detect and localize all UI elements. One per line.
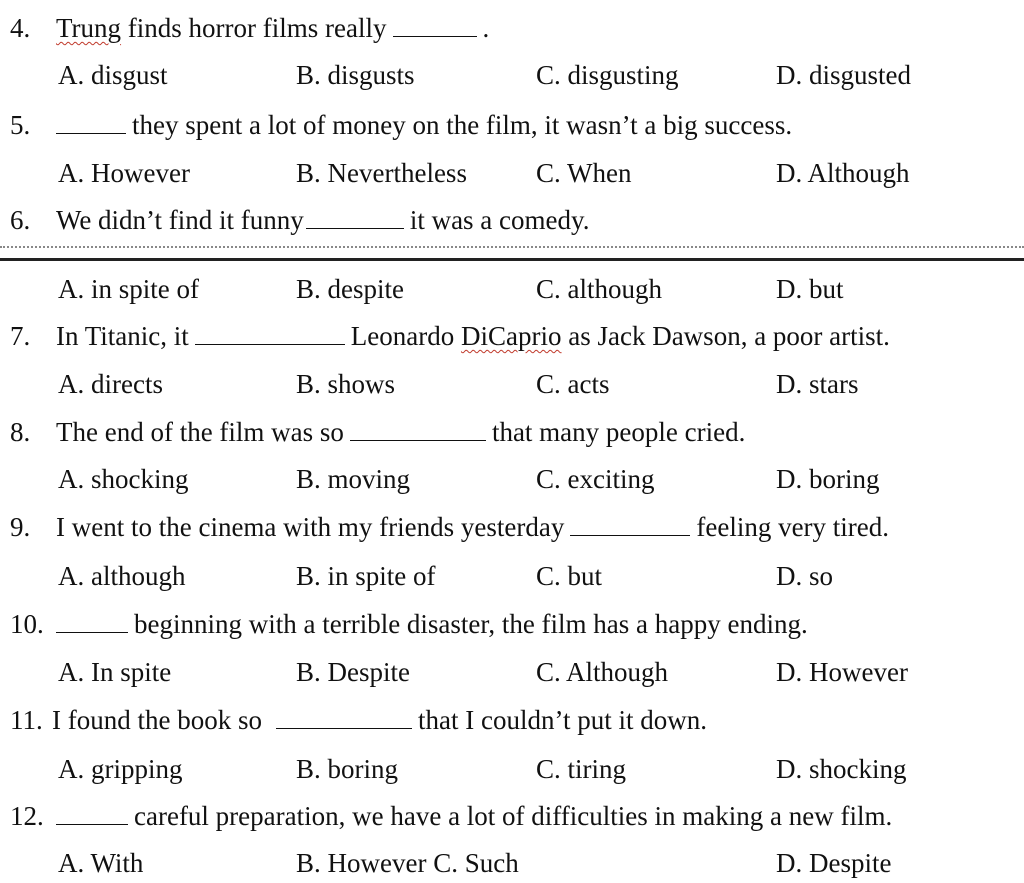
question-text-part: beginning with a terrible disaster, the film has a happy ending. [134, 609, 808, 639]
question-10 [0, 604, 1024, 644]
page-divider-dotted [0, 246, 1024, 248]
options-11 [0, 749, 1024, 789]
option-b: B. despite [296, 274, 404, 304]
option-a: A. In spite [58, 657, 172, 687]
question-text-part: it was a comedy. [409, 205, 590, 235]
spellcheck-word: Trung [56, 13, 122, 43]
page-divider [0, 258, 1024, 261]
question-text [56, 604, 808, 644]
options-8 [0, 459, 1024, 499]
question-12 [0, 796, 1024, 836]
option-b: B. in spite of [296, 561, 436, 591]
options-12 [0, 843, 1024, 883]
option-b: B. Despite [296, 657, 410, 687]
question-9 [0, 507, 1024, 547]
answer-blank [306, 204, 404, 229]
question-text-part: that I couldn’t put it down. [417, 705, 707, 735]
option-d: D. so [776, 561, 834, 591]
answer-blank [276, 704, 412, 729]
option-b: B. shows [296, 369, 396, 399]
option-d: D. However [776, 657, 908, 687]
question-text-part: they spent a lot of money on the film, it wasn’t a big success. [132, 110, 793, 140]
option-d: D. Although [776, 158, 910, 188]
option-a: A. shocking [58, 464, 189, 494]
question-text [56, 105, 792, 145]
question-number: 5. [10, 110, 31, 140]
question-number: 12. [10, 801, 44, 831]
option-d: D. stars [776, 369, 859, 399]
question-text [56, 316, 890, 356]
question-text [56, 507, 889, 547]
option-c: C. Although [536, 657, 669, 687]
question-text [56, 796, 892, 836]
question-text-part: careful preparation, we have a lot of difficulties in making a new film. [134, 801, 893, 831]
question-text-part: Leonardo [350, 321, 455, 351]
question-text-part: The end of the film was so [56, 417, 344, 447]
question-4 [0, 8, 1024, 48]
question-number: 7. [10, 321, 31, 351]
option-b: B. boring [296, 754, 399, 784]
option-a: A. directs [58, 369, 163, 399]
option-d: D. Despite [776, 848, 892, 878]
answer-blank [195, 320, 345, 345]
question-text-part: . [482, 13, 490, 43]
options-10 [0, 652, 1024, 692]
question-text-part: as Jack Dawson, a poor artist. [568, 321, 890, 351]
option-d: D. but [776, 274, 844, 304]
option-c: C. but [536, 561, 603, 591]
question-5 [0, 105, 1024, 145]
option-c: C. tiring [536, 754, 627, 784]
options-7 [0, 364, 1024, 404]
question-text [56, 8, 489, 48]
option-a: A. With [58, 848, 144, 878]
question-6 [0, 200, 1024, 240]
option-a: A. gripping [58, 754, 183, 784]
option-c: C. disgusting [536, 60, 679, 90]
answer-blank [393, 12, 477, 37]
options-5 [0, 153, 1024, 193]
answer-blank [56, 800, 128, 825]
option-c: C. When [536, 158, 632, 188]
options-6 [0, 269, 1024, 309]
question-text-part: that many people cried. [491, 417, 746, 447]
option-a: A. although [58, 561, 186, 591]
question-text-part: finds horror films really [121, 13, 387, 43]
option-b: B. Nevertheless [296, 158, 467, 188]
answer-blank [350, 416, 486, 441]
question-text [56, 412, 745, 452]
option-c: C. although [536, 274, 662, 304]
option-a: A. However [58, 158, 190, 188]
question-text [56, 200, 590, 240]
option-d: D. boring [776, 464, 880, 494]
spellcheck-word: DiCaprio [460, 321, 562, 351]
answer-blank [56, 608, 128, 633]
question-number: 6. [10, 205, 31, 235]
question-number: 11. [10, 705, 43, 735]
question-text [52, 700, 707, 740]
question-11 [0, 700, 1024, 740]
option-b: B. disgusts [296, 60, 415, 90]
question-text-part: In Titanic, it [56, 321, 189, 351]
question-number: 8. [10, 417, 31, 447]
option-d: D. disgusted [776, 60, 911, 90]
question-8 [0, 412, 1024, 452]
question-text-part: feeling very tired. [696, 512, 890, 542]
question-number: 9. [10, 512, 31, 542]
options-4 [0, 55, 1024, 95]
option-b: B. moving [296, 464, 411, 494]
question-7 [0, 316, 1024, 356]
option-a: A. in spite of [58, 274, 199, 304]
question-text-part: We didn’t find it funny [56, 205, 304, 235]
answer-blank [570, 511, 690, 536]
option-c: C. acts [536, 369, 610, 399]
option-c: C. exciting [536, 464, 655, 494]
question-number: 4. [10, 13, 31, 43]
option-a: A. disgust [58, 60, 168, 90]
question-number: 10. [10, 609, 44, 639]
option-b-c: B. However C. Such [296, 848, 519, 878]
answer-blank [56, 109, 126, 134]
option-d: D. shocking [776, 754, 907, 784]
options-9 [0, 556, 1024, 596]
question-text-part: I found the book so [52, 705, 262, 735]
question-text-part: I went to the cinema with my friends yesterday [56, 512, 565, 542]
